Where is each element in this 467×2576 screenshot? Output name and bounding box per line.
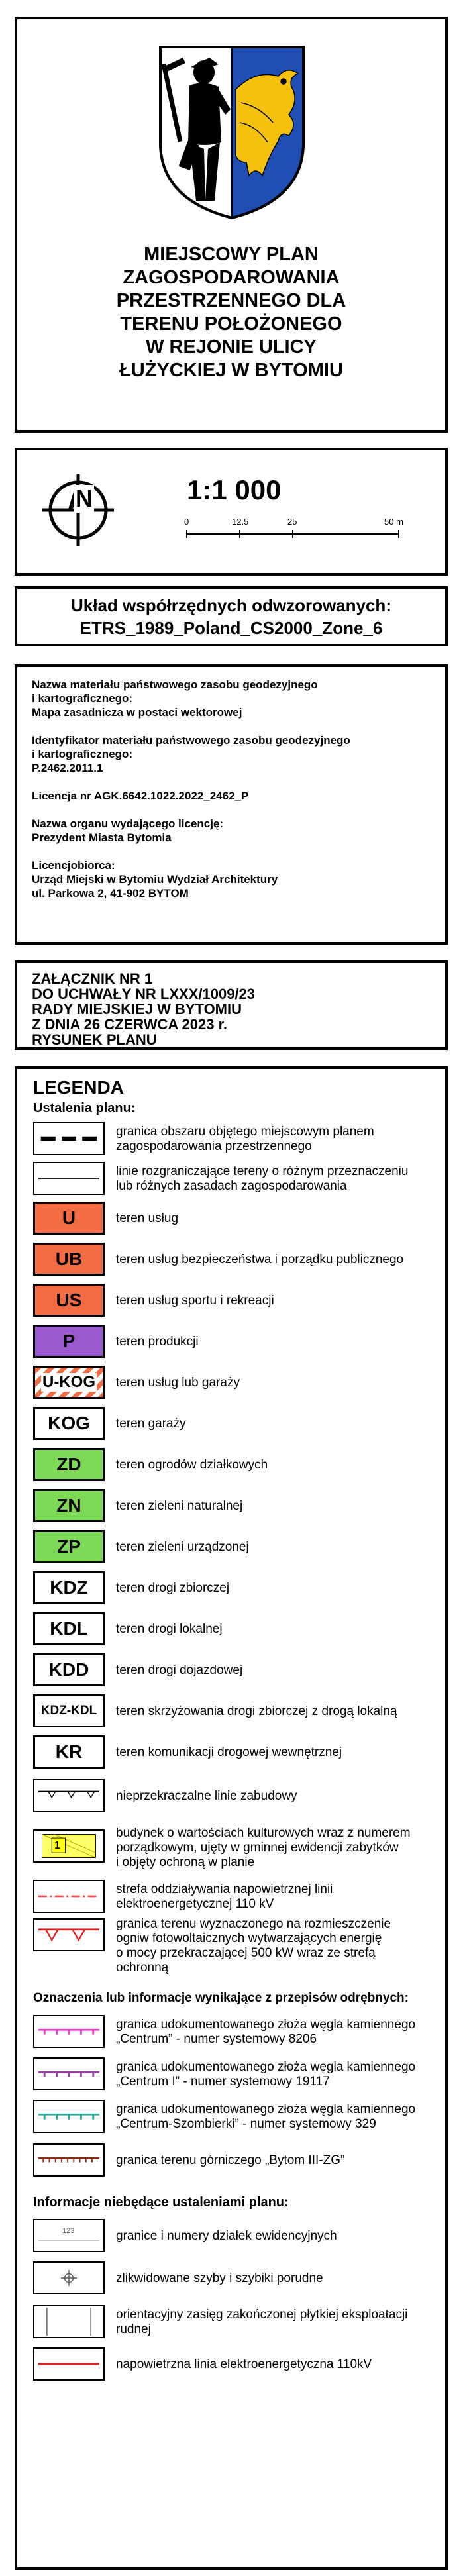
zone-code-swatch: ZP [33, 1530, 105, 1563]
legend-label: granice i numery działek ewidencyjnych [116, 2229, 337, 2243]
annex-line: ZAŁĄCZNIK NR 1 [32, 970, 153, 987]
legend-item [33, 1610, 439, 1649]
license-organ-label: Nazwa organu wydającego licencję: [32, 817, 224, 830]
crs-value: ETRS_1989_Poland_CS2000_Zone_6 [79, 618, 383, 638]
zone-code-swatch: ZD [33, 1448, 105, 1481]
zone-code-swatch: ZN [33, 1489, 105, 1522]
coal-deposit-centrum-symbol [33, 2015, 105, 2048]
source-id-label: Identyfikator materiału państwowego zasobu geodezyjnego [32, 734, 350, 747]
legend-label: teren drogi zbiorczej [116, 1581, 230, 1595]
legend-label: napowietrzna linia elektroenergetyczna 110kV [116, 2357, 372, 2371]
legend-label: granica udokumentowanego złoża węgla kamiennego [116, 2018, 416, 2032]
shallow-exploitation-range-symbol [33, 2305, 105, 2338]
legend-item [33, 2345, 439, 2385]
legend-item [33, 1651, 439, 1690]
legend-item [33, 1281, 439, 1321]
bytom-coat-of-arms [156, 43, 307, 222]
zone-code-swatch: KOG [33, 1407, 105, 1440]
coal-deposit-szombierki-symbol [33, 2100, 105, 2133]
parcel-boundary-symbol [33, 2219, 105, 2252]
legend-label: linie rozgraniczające tereny o różnym przeznaczeniu [116, 1164, 409, 1178]
legend-item [33, 2012, 439, 2052]
zone-code-swatch: KR [33, 1735, 105, 1769]
zone-code-swatch [33, 1366, 105, 1399]
legend-label: granica terenu wyznaczonego na rozmieszczenie [116, 1917, 391, 1931]
legend-label: teren produkcji [116, 1335, 199, 1349]
source-id-value: P.2462.2011.1 [32, 762, 103, 774]
zone-code-swatch: KDZ-KDL [33, 1694, 105, 1727]
title-line: PRZESTRZENNEGO DLA [116, 290, 346, 311]
legend-label: teren ogrodów działkowych [116, 1458, 268, 1472]
zone-code-swatch: UB [33, 1243, 105, 1276]
annex-line: Z DNIA 26 CZERWCA 2023 r. [32, 1016, 228, 1033]
zone-code-swatch: KDD [33, 1653, 105, 1686]
mining-area-boundary-symbol [33, 2143, 105, 2177]
legend-label: ochronną [116, 1961, 169, 1975]
plan-title [17, 243, 445, 382]
scale-tick-label: 12.5 [232, 517, 249, 527]
legend-label: orientacyjny zasięg zakończonej płytkiej eksploatacji [116, 2308, 408, 2322]
legend-box [15, 1066, 448, 2570]
legend-label: teren usług bezpieczeństwa i porządku publicznego [116, 1253, 404, 1266]
legend-label: teren usług lub garaży [116, 1376, 240, 1390]
crs-box [15, 586, 448, 646]
zone-code-swatch: US [33, 1284, 105, 1317]
annex-line: RADY MIEJSKIEJ W BYTOMIU [32, 1001, 242, 1017]
source-name-label: Nazwa materiału państwowego zasobu geodezyjnego [32, 678, 318, 691]
legend-label: i objęty ochroną w planie [116, 1855, 255, 1869]
legend-label: granica udokumentowanego złoża węgla kamiennego [116, 2060, 416, 2074]
legend-label: teren usług sportu i rekreacji [116, 1294, 274, 1308]
heritage-building-symbol [33, 1829, 105, 1863]
dividing-line-symbol [33, 1162, 105, 1195]
zone-code-swatch: KDZ [33, 1571, 105, 1604]
zone-code-swatch: KDL [33, 1612, 105, 1645]
legend-item [33, 1159, 439, 1199]
legend-item [33, 1404, 439, 1444]
legend-label: granica udokumentowanego złoża węgla kamiennego [116, 2102, 416, 2116]
north-label: N [76, 485, 93, 512]
source-name-label: i kartograficznego: [32, 692, 133, 705]
power-line-zone-symbol [33, 1880, 105, 1913]
legend-label: teren komunikacji drogowej wewnętrznej [116, 1745, 342, 1759]
scale-box [15, 448, 448, 576]
legend-item [33, 1119, 439, 1159]
legend-label: budynek o wartościach kulturowych wraz z numerem [116, 1826, 411, 1840]
crs-label: Układ współrzędnych odwzorowanych: [71, 595, 391, 615]
license-organ-value: Prezydent Miasta Bytomia [32, 831, 172, 844]
licensee-value: Urząd Miejski w Bytomiu Wydział Architektury [32, 873, 278, 886]
title-line: W REJONIE ULICY [146, 336, 317, 358]
legend-label: strefa oddziaływania napowietrznej linii [116, 1882, 333, 1896]
licensee-address: ul. Parkowa 2, 41-902 BYTOM [32, 887, 189, 900]
legend-label: granica obszaru objętego miejscowym planem [116, 1125, 374, 1139]
legend-label: nieprzekraczalne linie zabudowy [116, 1789, 297, 1803]
power-line-110kv-symbol [33, 2347, 105, 2381]
legend-item [33, 2259, 439, 2298]
legend-label: ogniw fotowoltaicznych wytwarzających energię [116, 1932, 382, 1945]
legend-item [33, 1322, 439, 1362]
scale-tick-label: 25 [287, 517, 297, 527]
legend-item [33, 2141, 439, 2181]
licensee-label: Licencjobiorca: [32, 859, 115, 872]
title-line: TERENU POŁOŻONEGO [120, 313, 342, 335]
heritage-building-number: 1 [54, 1840, 60, 1851]
legend-item [33, 1692, 439, 1731]
legend-label: lub różnych zasadach zagospodarowania [116, 1179, 347, 1193]
title-line: ŁUŻYCKIEJ W BYTOMIU [119, 360, 343, 381]
legend-item [33, 1777, 439, 1816]
license-number: Licencja nr AGK.6642.1022.2022_2462_P [32, 790, 249, 802]
title-box [15, 17, 448, 433]
legend-item [33, 1240, 439, 1280]
building-line-symbol [33, 1779, 105, 1812]
legend-item [33, 2055, 439, 2094]
legend-item [33, 1569, 439, 1608]
legend-label: granica terenu górniczego „Bytom III-ZG” [116, 2153, 345, 2167]
legend-label: teren garaży [116, 1417, 186, 1431]
title-line: MIEJSCOWY PLAN [144, 244, 319, 265]
legend-label: o mocy przekraczającej 500 kW wraz ze strefą [116, 1946, 376, 1960]
legend-label: elektroenergetycznej 110 kV [116, 1897, 274, 1911]
legend-label: teren zieleni naturalnej [116, 1499, 243, 1513]
legend-item [33, 1527, 439, 1567]
parcel-number: 123 [62, 2227, 75, 2235]
legend-section-heading: Ustalenia planu: [33, 1101, 136, 1115]
legend-item [33, 1486, 439, 1526]
zone-code-swatch: U [33, 1202, 105, 1235]
title-line: ZAGOSPODAROWANIA [123, 267, 340, 288]
photovoltaic-boundary-symbol [33, 1918, 105, 1951]
legend-item [33, 1877, 439, 1917]
legend-label: teren drogi lokalnej [116, 1622, 223, 1636]
legend-label: teren zieleni urządzonej [116, 1540, 249, 1554]
annex-box [15, 960, 448, 1050]
legend-section-heading: Informacje niebędące ustaleniami planu: [33, 2195, 289, 2210]
legend-label: „Centrum-Szombierki” - numer systemowy 329 [116, 2117, 376, 2131]
legend-item [33, 1917, 439, 1981]
legend-label: rudnej [116, 2322, 151, 2336]
legend-item [33, 2302, 439, 2342]
source-info-box [15, 664, 448, 945]
source-name-value: Mapa zasadnicza w postaci wektorowej [32, 706, 242, 719]
zone-code-swatch: P [33, 1325, 105, 1358]
legend-item [33, 2216, 439, 2256]
legend-item [33, 1445, 439, 1485]
legend-label: teren drogi dojazdowej [116, 1663, 243, 1677]
legend-label: porządkowym, ujęty w gminnej ewidencji zabytków [116, 1841, 399, 1855]
legend-section-heading: Oznaczenia lub informacje wynikające z przepisów odrębnych: [33, 1991, 409, 2005]
scale-ratio: 1:1 000 [187, 474, 282, 505]
scale-tick-label: 50 m [384, 517, 403, 527]
coal-deposit-centrum-i-symbol [33, 2057, 105, 2090]
zone-code-text: U-KOG [42, 1373, 95, 1391]
legend-label: teren skrzyżowania drogi zbiorczej z drogą lokalną [116, 1704, 397, 1718]
legend-label: zagospodarowania przestrzennego [116, 1139, 312, 1153]
source-id-label: i kartograficznego: [32, 748, 133, 760]
legend-label: zlikwidowane szyby i szybiki porudne [116, 2271, 323, 2285]
legend-title: LEGENDA [33, 1077, 124, 1098]
legend-item [33, 1199, 439, 1239]
scale-tick-label: 0 [184, 517, 189, 527]
mine-shaft-icon [33, 2261, 105, 2294]
plan-boundary-symbol [33, 1122, 105, 1155]
annex-line: DO UCHWAŁY NR LXXX/1009/23 [32, 986, 256, 1002]
legend-label: „Centrum” - numer systemowy 8206 [116, 2032, 317, 2046]
legend-item [33, 1733, 439, 1773]
legend-label: „Centrum I” - numer systemowy 19117 [116, 2075, 330, 2088]
legend-item [33, 2097, 439, 2137]
legend-item [33, 1823, 439, 1873]
legend-item [33, 1363, 439, 1403]
legend-label: teren usług [116, 1211, 179, 1225]
annex-line: RYSUNEK PLANU [32, 1031, 157, 1048]
